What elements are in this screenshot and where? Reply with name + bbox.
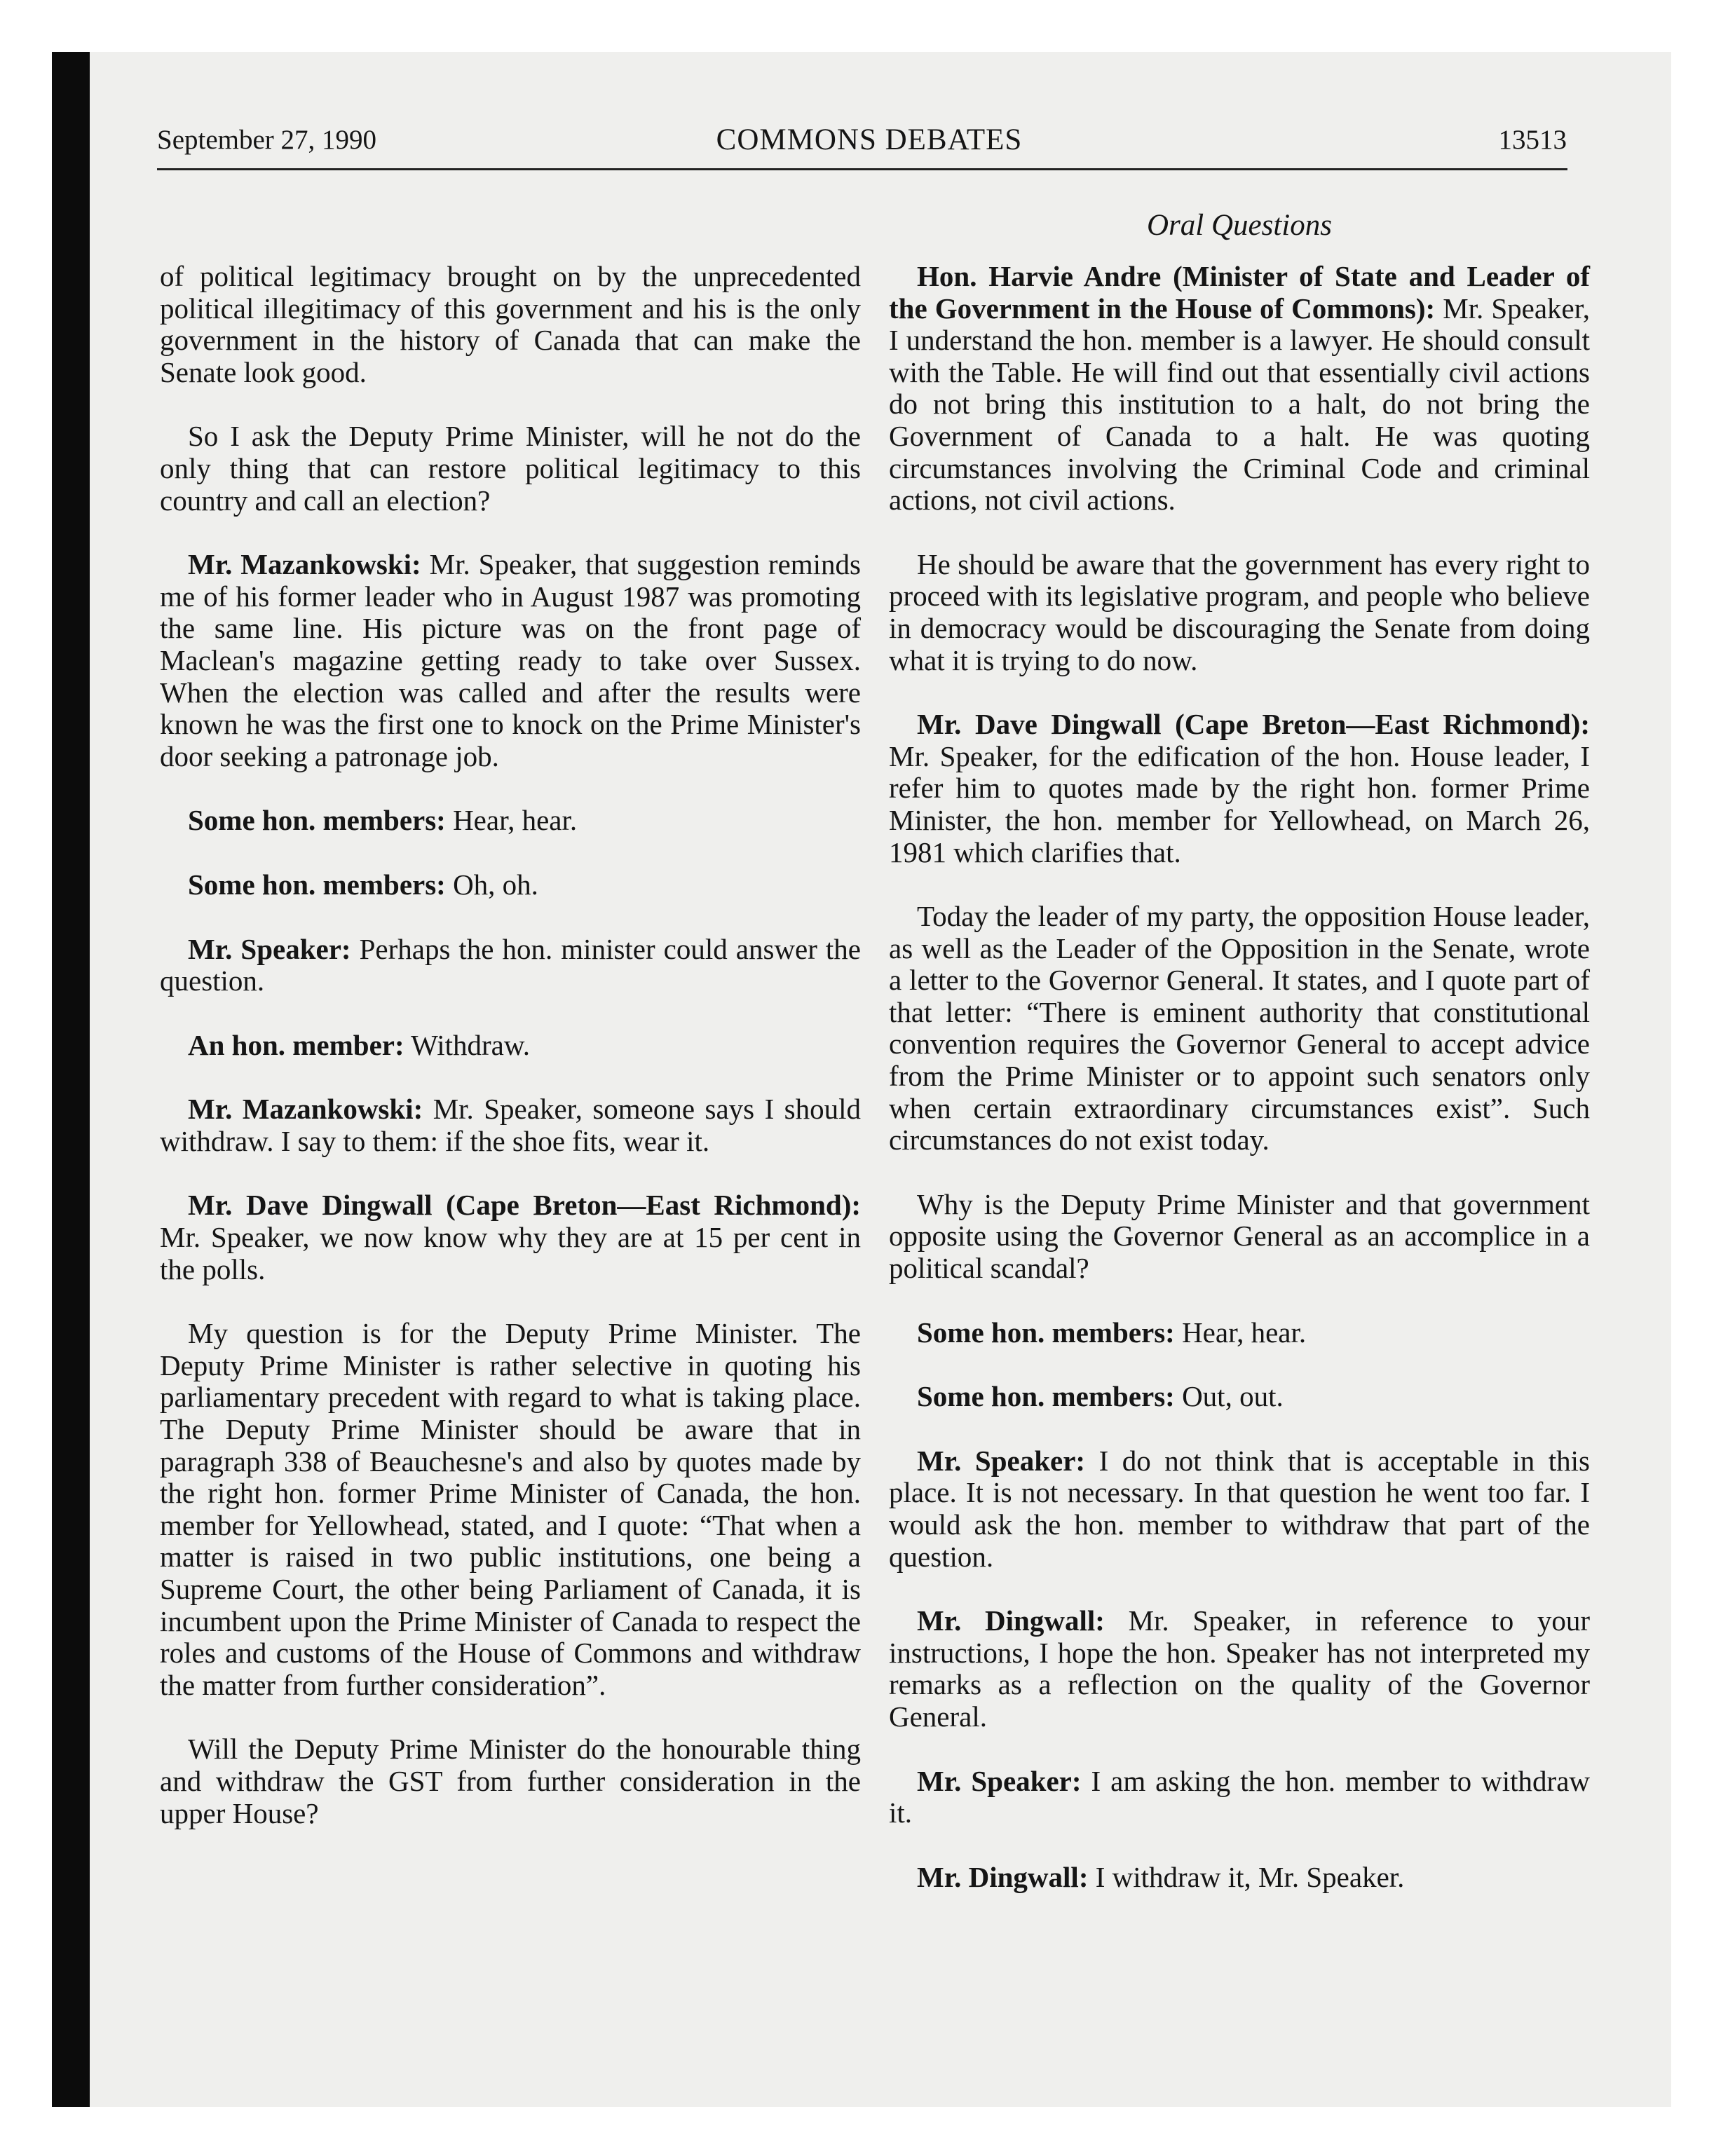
paragraph: [889, 261, 1590, 517]
paragraph: [160, 934, 861, 997]
header-date: September 27, 1990: [157, 125, 377, 155]
paragraph-text: I am asking the hon. member to withdraw it.: [889, 1764, 1591, 1829]
speaker-name: Hon. Harvie Andre (Minister of State and Leader of the Government in the House of Commons):: [889, 260, 1590, 325]
paragraph: [160, 261, 861, 388]
paragraph-text: Why is the Deputy Prime Minister and that government opposite using the Governor General as an accomplice in a political scandal?: [889, 1187, 1590, 1285]
speaker-name: Some hon. members:: [917, 1380, 1175, 1413]
paragraph-text: He should be aware that the government has every right to proceed with its legislative program, and people who believe in democracy would be discouraging the Senate from doing what it is trying to do now.: [889, 547, 1590, 676]
paragraph-text: So I ask the Deputy Prime Minister, will he not do the only thing that can restore political legitimacy to this country and call an election?: [160, 420, 861, 517]
paragraph: [889, 1605, 1590, 1733]
speaker-name: Mr. Dingwall:: [917, 1604, 1105, 1637]
scan-binding-edge: [52, 52, 90, 2107]
paragraph-text: Perhaps the hon. minister could answer the question.: [160, 932, 862, 997]
paragraph: [889, 901, 1590, 1157]
speaker-name: Mr. Mazankowski:: [188, 548, 421, 581]
speaker-name: Mr. Speaker:: [188, 932, 351, 965]
paragraph: [160, 1093, 861, 1157]
paragraph: [160, 421, 861, 517]
paragraph-text: I withdraw it, Mr. Speaker.: [1095, 1860, 1405, 1893]
speaker-name: Mr. Speaker:: [917, 1764, 1082, 1797]
paragraph: [160, 1189, 861, 1285]
section-title: Oral Questions: [1147, 209, 1332, 242]
paragraph-text: Today the leader of my party, the opposition House leader, as well as the Leader of the Opposition in the Senate, wrote a letter to the Governor General. It states, and I quote part of that letter: “There is eminent authority that constitutional convention requires the Governor General to accept advice from the Prime Minister or to appoint such senators only when certain extraordinary circumstances exist”. Such circumstances do not exist today.: [889, 900, 1590, 1157]
paragraph-text: Mr. Speaker, we now know why they are at 15 per cent in the polls.: [160, 1221, 861, 1285]
paragraph-text: Withdraw.: [411, 1028, 531, 1061]
speaker-name: Mr. Speaker:: [917, 1444, 1086, 1477]
paragraph-text: Mr. Speaker, for the edification of the hon. House leader, I refer him to quotes made by the right hon. former Prime Minister, the hon. member for Yellowhead, on March 26, 1981 which clarifies that.: [889, 739, 1590, 868]
paragraph: [160, 805, 861, 837]
paragraph: [889, 1381, 1590, 1413]
paragraph-text: I do not think that is acceptable in this place. It is not necessary. In that question he went too far. I would ask the hon. member to withdraw that part of the question.: [889, 1444, 1590, 1573]
paragraph-text: Will the Deputy Prime Minister do the honourable thing and withdraw the GST from further consideration in the upper House?: [160, 1733, 861, 1829]
paragraph: [160, 869, 861, 901]
paragraph: [160, 549, 861, 772]
paragraph-text: of political legitimacy brought on by the unprecedented political illegitimacy of this government and his is the only government in the history of Canada that can make the Senate look good.: [160, 260, 861, 388]
paragraph-text: Mr. Speaker, in reference to your instructions, I hope the hon. Speaker has not interpreted my remarks as a reflection on the quality of the Governor General.: [889, 1604, 1591, 1733]
paragraph: [889, 1445, 1590, 1573]
speaker-name: Some hon. members:: [188, 804, 446, 837]
paragraph-text: Mr. Speaker, I understand the hon. member is a lawyer. He should consult with the Table. He will find out that essentially civil actions do not bring this institution to a halt, do not bring the Government of Canada to a halt. He was quoting circumstances involving the Criminal Code and criminal actions, not civil actions.: [889, 292, 1590, 517]
paragraph-text: Out, out.: [1182, 1380, 1284, 1413]
speaker-name: Mr. Mazankowski:: [188, 1093, 423, 1126]
header-rule: [157, 168, 1567, 170]
paragraph: [160, 1318, 861, 1701]
paragraph: [889, 1862, 1590, 1894]
left-column: [160, 261, 861, 1829]
header-page-number: 13513: [1498, 125, 1567, 155]
paragraph-text: Mr. Speaker, someone says I should withdraw. I say to them: if the shoe fits, wear it.: [160, 1093, 862, 1157]
paragraph-text: Mr. Speaker, that suggestion reminds me of his former leader who in August 1987 was promoting the same line. His picture was on the front page of Maclean's magazine getting ready to take over Sussex. When the election was called and after the results were known he was the first one to knock on the Prime Minister's door seeking a patronage job.: [160, 548, 862, 772]
paragraph-text: My question is for the Deputy Prime Minister. The Deputy Prime Minister is rather selective in quoting his parliamentary precedent with regard to what is taking place. The Deputy Prime Minister should be aware that in paragraph 338 of Beauchesne's and also by quotes made by the right hon. former Prime Minister of Canada, the hon. member for Yellowhead, stated, and I quote: “That when a matter is raised in two public institutions, one being a Supreme Court, the other being Parliament of Canada, it is incumbent upon the Prime Minister of Canada to respect the roles and customs of the House of Commons and withdraw the matter from further consideration”.: [160, 1317, 861, 1701]
speaker-name: Some hon. members:: [917, 1316, 1175, 1349]
paragraph-text: Hear, hear.: [1182, 1316, 1307, 1349]
paragraph: [889, 1766, 1590, 1829]
paragraph: [160, 1030, 861, 1062]
paragraph-text: Hear, hear.: [453, 804, 578, 837]
right-column: [889, 261, 1590, 1893]
paragraph: [160, 1733, 861, 1829]
paragraph: [889, 549, 1590, 676]
speaker-name: Some hon. members:: [188, 868, 446, 901]
speaker-name: Mr. Dave Dingwall (Cape Breton—East Richmond):: [188, 1189, 861, 1222]
speaker-name: Mr. Dave Dingwall (Cape Breton—East Richmond):: [917, 708, 1590, 741]
speaker-name: Mr. Dingwall:: [917, 1860, 1089, 1893]
speaker-name: An hon. member:: [188, 1028, 404, 1061]
paragraph: [889, 1189, 1590, 1285]
paragraph-text: Oh, oh.: [453, 868, 538, 901]
header-title: COMMONS DEBATES: [716, 123, 1023, 156]
paragraph: [889, 1317, 1590, 1349]
paragraph: [889, 709, 1590, 868]
